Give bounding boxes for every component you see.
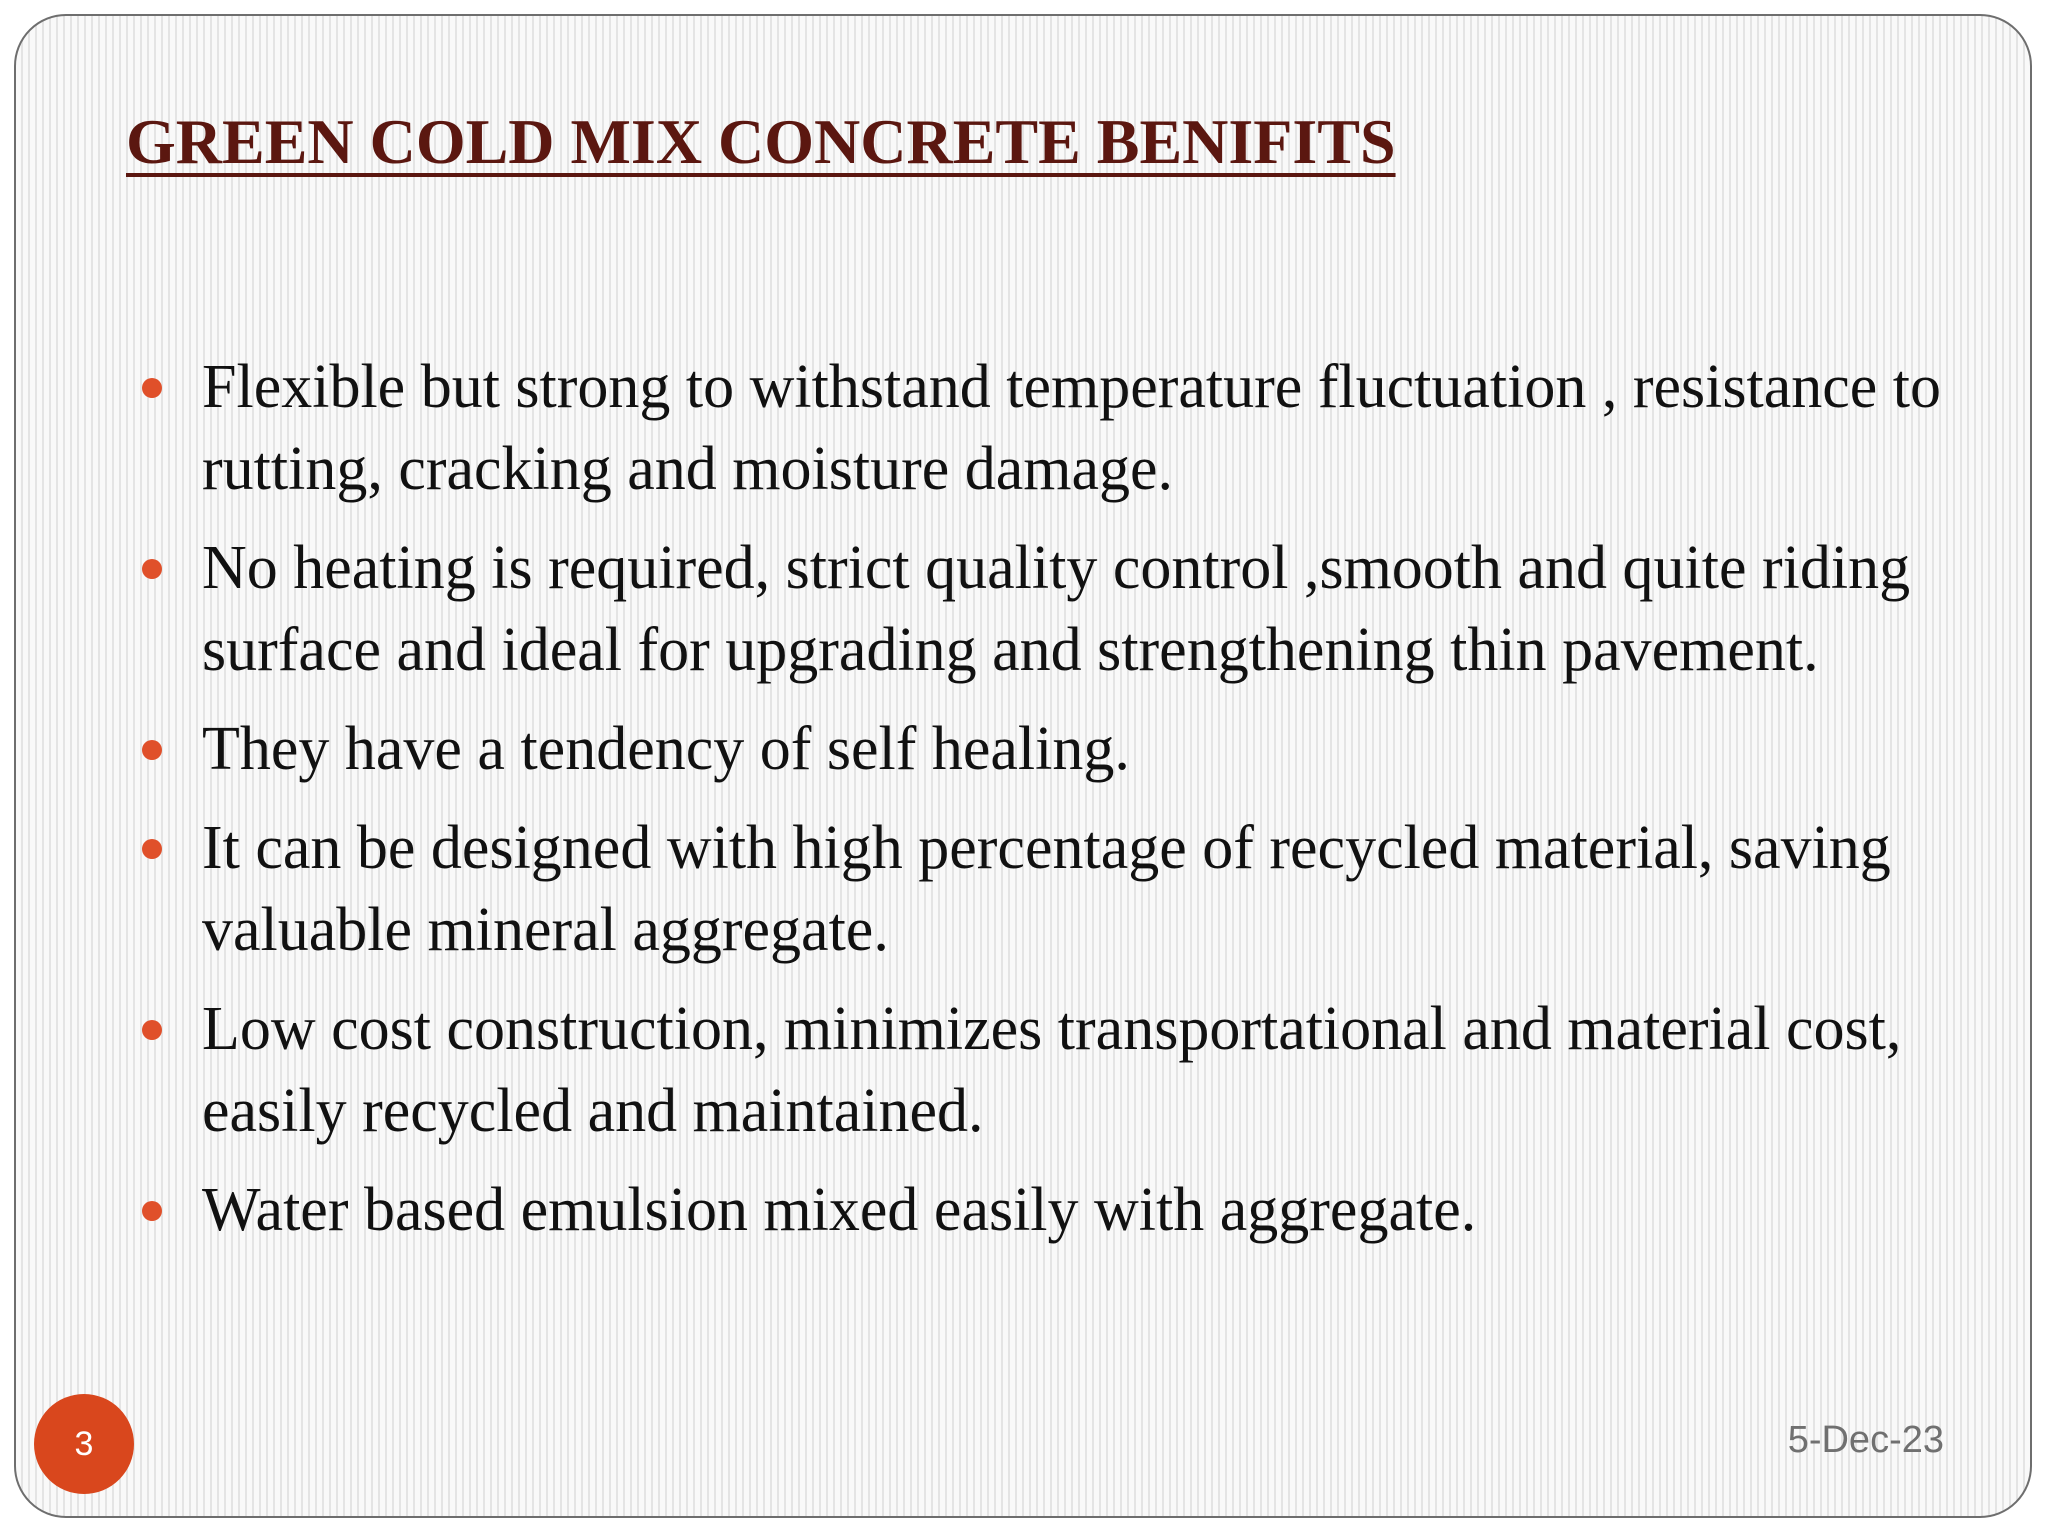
bullet-text: No heating is required, strict quality control ,smooth and quite riding surface and ideal for upgrading and strengthening thin pavement. xyxy=(202,534,1911,684)
bullet-list xyxy=(202,346,1962,1268)
bullet-item xyxy=(202,708,1962,790)
bullet-text: Water based emulsion mixed easily with aggregate. xyxy=(202,1176,1477,1244)
bullet-item xyxy=(202,1169,1962,1251)
bullet-dot-icon xyxy=(142,559,162,579)
bullet-item xyxy=(202,527,1962,691)
bullet-text: They have a tendency of self healing. xyxy=(202,715,1130,783)
bullet-dot-icon xyxy=(142,839,162,859)
bullet-item xyxy=(202,988,1962,1152)
page-number-badge: 3 xyxy=(34,1394,134,1494)
bullet-dot-icon xyxy=(142,1201,162,1221)
bullet-dot-icon xyxy=(142,740,162,760)
bullet-item xyxy=(202,807,1962,971)
bullet-text: Low cost construction, minimizes transportational and material cost, easily recycled and maintained. xyxy=(202,995,1902,1145)
bullet-item xyxy=(202,346,1962,510)
bullet-dot-icon xyxy=(142,1020,162,1040)
bullet-dot-icon xyxy=(142,378,162,398)
bullet-text: Flexible but strong to withstand temperature fluctuation , resistance to rutting, cracking and moisture damage. xyxy=(202,353,1942,503)
slide-date: 5-Dec-23 xyxy=(1787,1419,1944,1461)
slide-title: GREEN COLD MIX CONCRETE BENIFITS xyxy=(126,106,1396,177)
slide xyxy=(14,14,2032,1518)
bullet-text: It can be designed with high percentage of recycled material, saving valuable mineral aggregate. xyxy=(202,814,1891,964)
